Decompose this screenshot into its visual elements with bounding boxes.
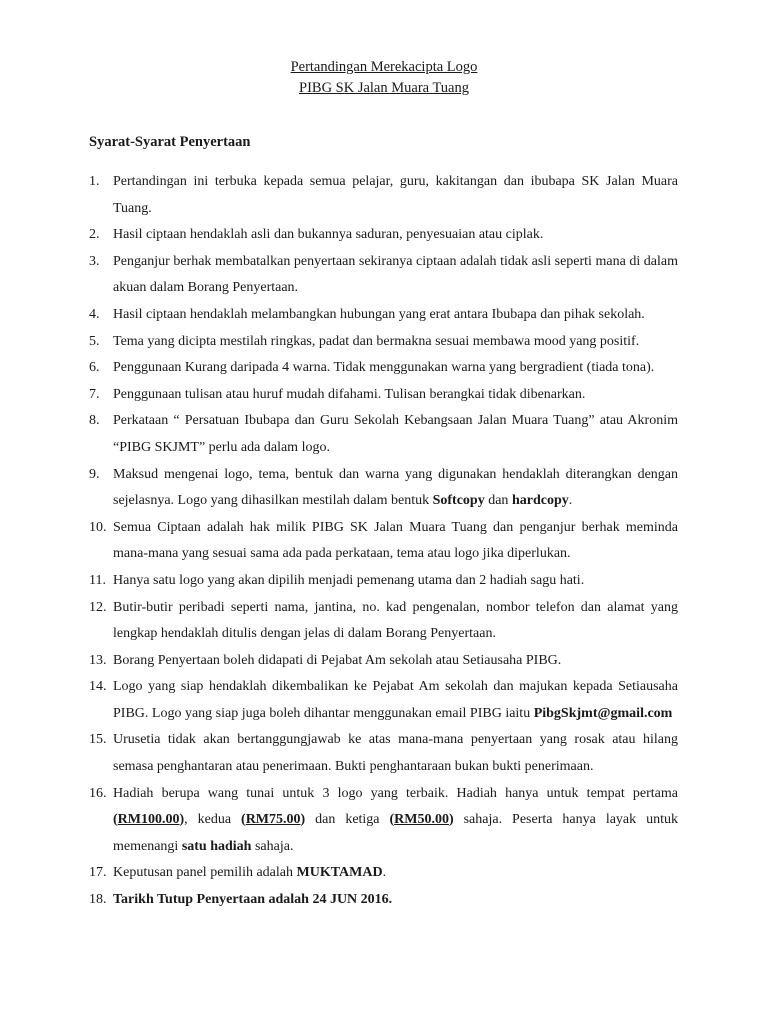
list-item-text	[113, 600, 678, 642]
list-item	[89, 568, 678, 595]
list-item-text	[113, 467, 678, 509]
list-item-number: 3.	[89, 253, 100, 269]
list-item-text-segment: .	[568, 493, 573, 509]
list-item-number: 14.	[89, 679, 107, 695]
list-item-number: 12.	[89, 599, 107, 615]
list-item-text-segment: Perkataan “ Persatuan Ibubapa dan Guru Sekolah Kebangsaan Jalan Muara Tuang” atau Akronim “PIBG SKJMT” perlu ada dalam logo.	[113, 413, 678, 455]
list-item-text-segment: Hadiah berupa wang tunai untuk 3 logo yang terbaik. Hadiah hanya untuk tempat pertama	[113, 785, 678, 801]
list-item-text-segment: satu hadiah	[181, 838, 252, 854]
list-item-text	[113, 732, 678, 774]
list-item-text-segment: (	[389, 812, 395, 828]
list-item-text-segment: RM75.00	[245, 812, 301, 828]
list-item-text	[113, 254, 678, 296]
list-item-text-segment: Maksud mengenai logo, tema, bentuk dan warna yang digunakan hendaklah diterangkan dengan sejelasnya. Logo yang dihasilkan mestilah dalam bentuk	[113, 466, 678, 509]
list-item-number: 2.	[89, 227, 100, 243]
list-item	[89, 648, 678, 675]
list-item-text-segment: Penggunaan tulisan atau huruf mudah difahami. Tulisan berangkai tidak dibenarkan.	[113, 386, 586, 402]
list-item	[89, 249, 678, 302]
document-subtitle: PIBG SK Jalan Muara Tuang	[299, 80, 469, 96]
list-item	[89, 408, 678, 461]
list-item-number: 4.	[89, 306, 100, 322]
list-item-number: 18.	[89, 892, 107, 908]
list-item-text	[113, 387, 585, 402]
list-item-text-segment: MUKTAMAD	[296, 865, 383, 881]
list-item-text-segment: dan	[484, 493, 512, 509]
list-item-number: 17.	[89, 865, 107, 881]
list-item	[89, 887, 678, 914]
list-item-text-segment: Hanya satu logo yang akan dipilih menjadi pemenang utama dan 2 hadiah sagu hati.	[113, 572, 585, 588]
list-item-number: 13.	[89, 652, 107, 668]
list-item-text	[113, 786, 678, 854]
list-item-number: 8.	[89, 413, 100, 429]
list-item-text-segment: Penganjur berhak membatalkan penyertaan sekiranya ciptaan adalah tidak asli seperti mana di dalam akuan dalam Borang Penyertaan.	[113, 253, 678, 296]
list-item-text-segment: )	[300, 812, 306, 828]
list-item-text-segment: sahaja. Peserta hanya layak untuk memenangi	[113, 812, 678, 854]
list-item-text-segment: sahaja.	[251, 838, 294, 854]
document-title: Pertandingan Merekacipta Logo	[290, 59, 478, 75]
list-item-text-segment: Tema yang dicipta mestilah ringkas, padat dan bermakna sesuai membawa mood yang positif.	[113, 333, 640, 349]
list-item-text-segment: Butir-butir peribadi seperti nama, jantina, no. kad pengenalan, nombor telefon dan alamat yang lengkap hendaklah ditulis dengan jelas di dalam Borang Penyertaan.	[113, 599, 678, 642]
list-item	[89, 302, 678, 329]
list-item-text	[113, 334, 639, 349]
conditions-list	[89, 169, 678, 914]
list-item-text-segment: dan ketiga	[305, 812, 390, 828]
list-item-text-segment: Tarikh Tutup Penyertaan adalah 24 JUN 2016.	[113, 892, 393, 908]
list-item-text-segment: Penggunaan Kurang daripada 4 warna. Tidak menggunakan warna yang bergradient (tiada tona).	[113, 360, 655, 376]
list-item-text-segment[interactable]: PibgSkjmt@gmail.com	[533, 705, 673, 721]
list-item-text	[113, 520, 678, 562]
list-item-text-segment: Pertandingan ini terbuka kepada semua pelajar, guru, kakitangan dan ibubapa SK Jalan Muara Tuang.	[113, 174, 678, 216]
list-item-text-segment: Hasil ciptaan hendaklah melambangkan hubungan yang erat antara Ibubapa dan pihak sekolah.	[113, 306, 645, 322]
list-item-text	[113, 360, 654, 375]
list-item	[89, 169, 678, 222]
list-item	[89, 355, 678, 382]
list-item-text	[113, 892, 392, 907]
list-item-number: 7.	[89, 386, 100, 402]
list-item-number: 6.	[89, 360, 100, 376]
list-item-text-segment: RM100.00	[117, 812, 180, 828]
list-item	[89, 781, 678, 861]
list-item-text-segment: Hasil ciptaan hendaklah asli dan bukannya saduran, penyesuaian atau ciplak.	[113, 227, 544, 243]
list-item-number: 16.	[89, 785, 107, 801]
list-item	[89, 595, 678, 648]
list-item-text	[113, 227, 543, 242]
list-item-text	[113, 413, 678, 455]
list-item-text	[113, 573, 584, 588]
list-item-text	[113, 307, 645, 322]
list-item-text-segment: )	[448, 812, 454, 828]
list-item-number: 9.	[89, 466, 100, 482]
list-item-text	[113, 865, 386, 880]
list-item-text	[113, 174, 678, 216]
list-item-text-segment: (	[241, 812, 246, 828]
list-item-text-segment: (	[113, 812, 118, 828]
list-item-text-segment: )	[179, 812, 185, 828]
list-item	[89, 674, 678, 727]
section-heading: Syarat-Syarat Penyertaan	[89, 134, 251, 150]
list-item-text-segment: .	[382, 865, 387, 881]
list-item-number: 15.	[89, 732, 107, 748]
list-item-text-segment: hardcopy	[511, 493, 569, 509]
list-item-text	[113, 679, 678, 721]
list-item-number: 10.	[89, 519, 107, 535]
list-item-text	[113, 653, 561, 668]
list-item-text-segment: Urusetia tidak akan bertanggungjawab ke atas mana-mana penyertaan yang rosak atau hilang semasa penghantaran atau penerimaan. Bukti penghantaraan bukan bukti penerimaan.	[113, 732, 678, 775]
list-item-number: 1.	[89, 174, 100, 189]
list-item	[89, 515, 678, 568]
list-item-text-segment: RM50.00	[394, 812, 449, 828]
list-item	[89, 222, 678, 249]
list-item-text-segment: Semua Ciptaan adalah hak milik PIBG SK Jalan Muara Tuang dan penganjur berhak meminda mana-mana yang sesuai sama ada pada perkataan, tema atau logo jika diperlukan.	[113, 519, 678, 562]
list-item	[89, 860, 678, 887]
list-item-text-segment: Logo yang siap hendaklah dikembalikan ke Pejabat Am sekolah dan majukan kepada Setiausaha PIBG. Logo yang siap juga boleh dihantar menggunakan email PIBG iaitu	[113, 679, 678, 721]
list-item	[89, 727, 678, 780]
list-item-number: 5.	[89, 333, 100, 349]
list-item	[89, 382, 678, 409]
list-item	[89, 329, 678, 356]
list-item-text-segment: Softcopy	[432, 493, 485, 509]
list-item-text-segment: Borang Penyertaan boleh didapati di Pejabat Am sekolah atau Setiausaha PIBG.	[113, 652, 562, 668]
list-item	[89, 462, 678, 515]
list-item-text-segment: Keputusan panel pemilih adalah	[113, 865, 297, 881]
list-item-number: 11.	[89, 572, 106, 588]
list-item-text-segment: , kedua	[184, 812, 242, 828]
